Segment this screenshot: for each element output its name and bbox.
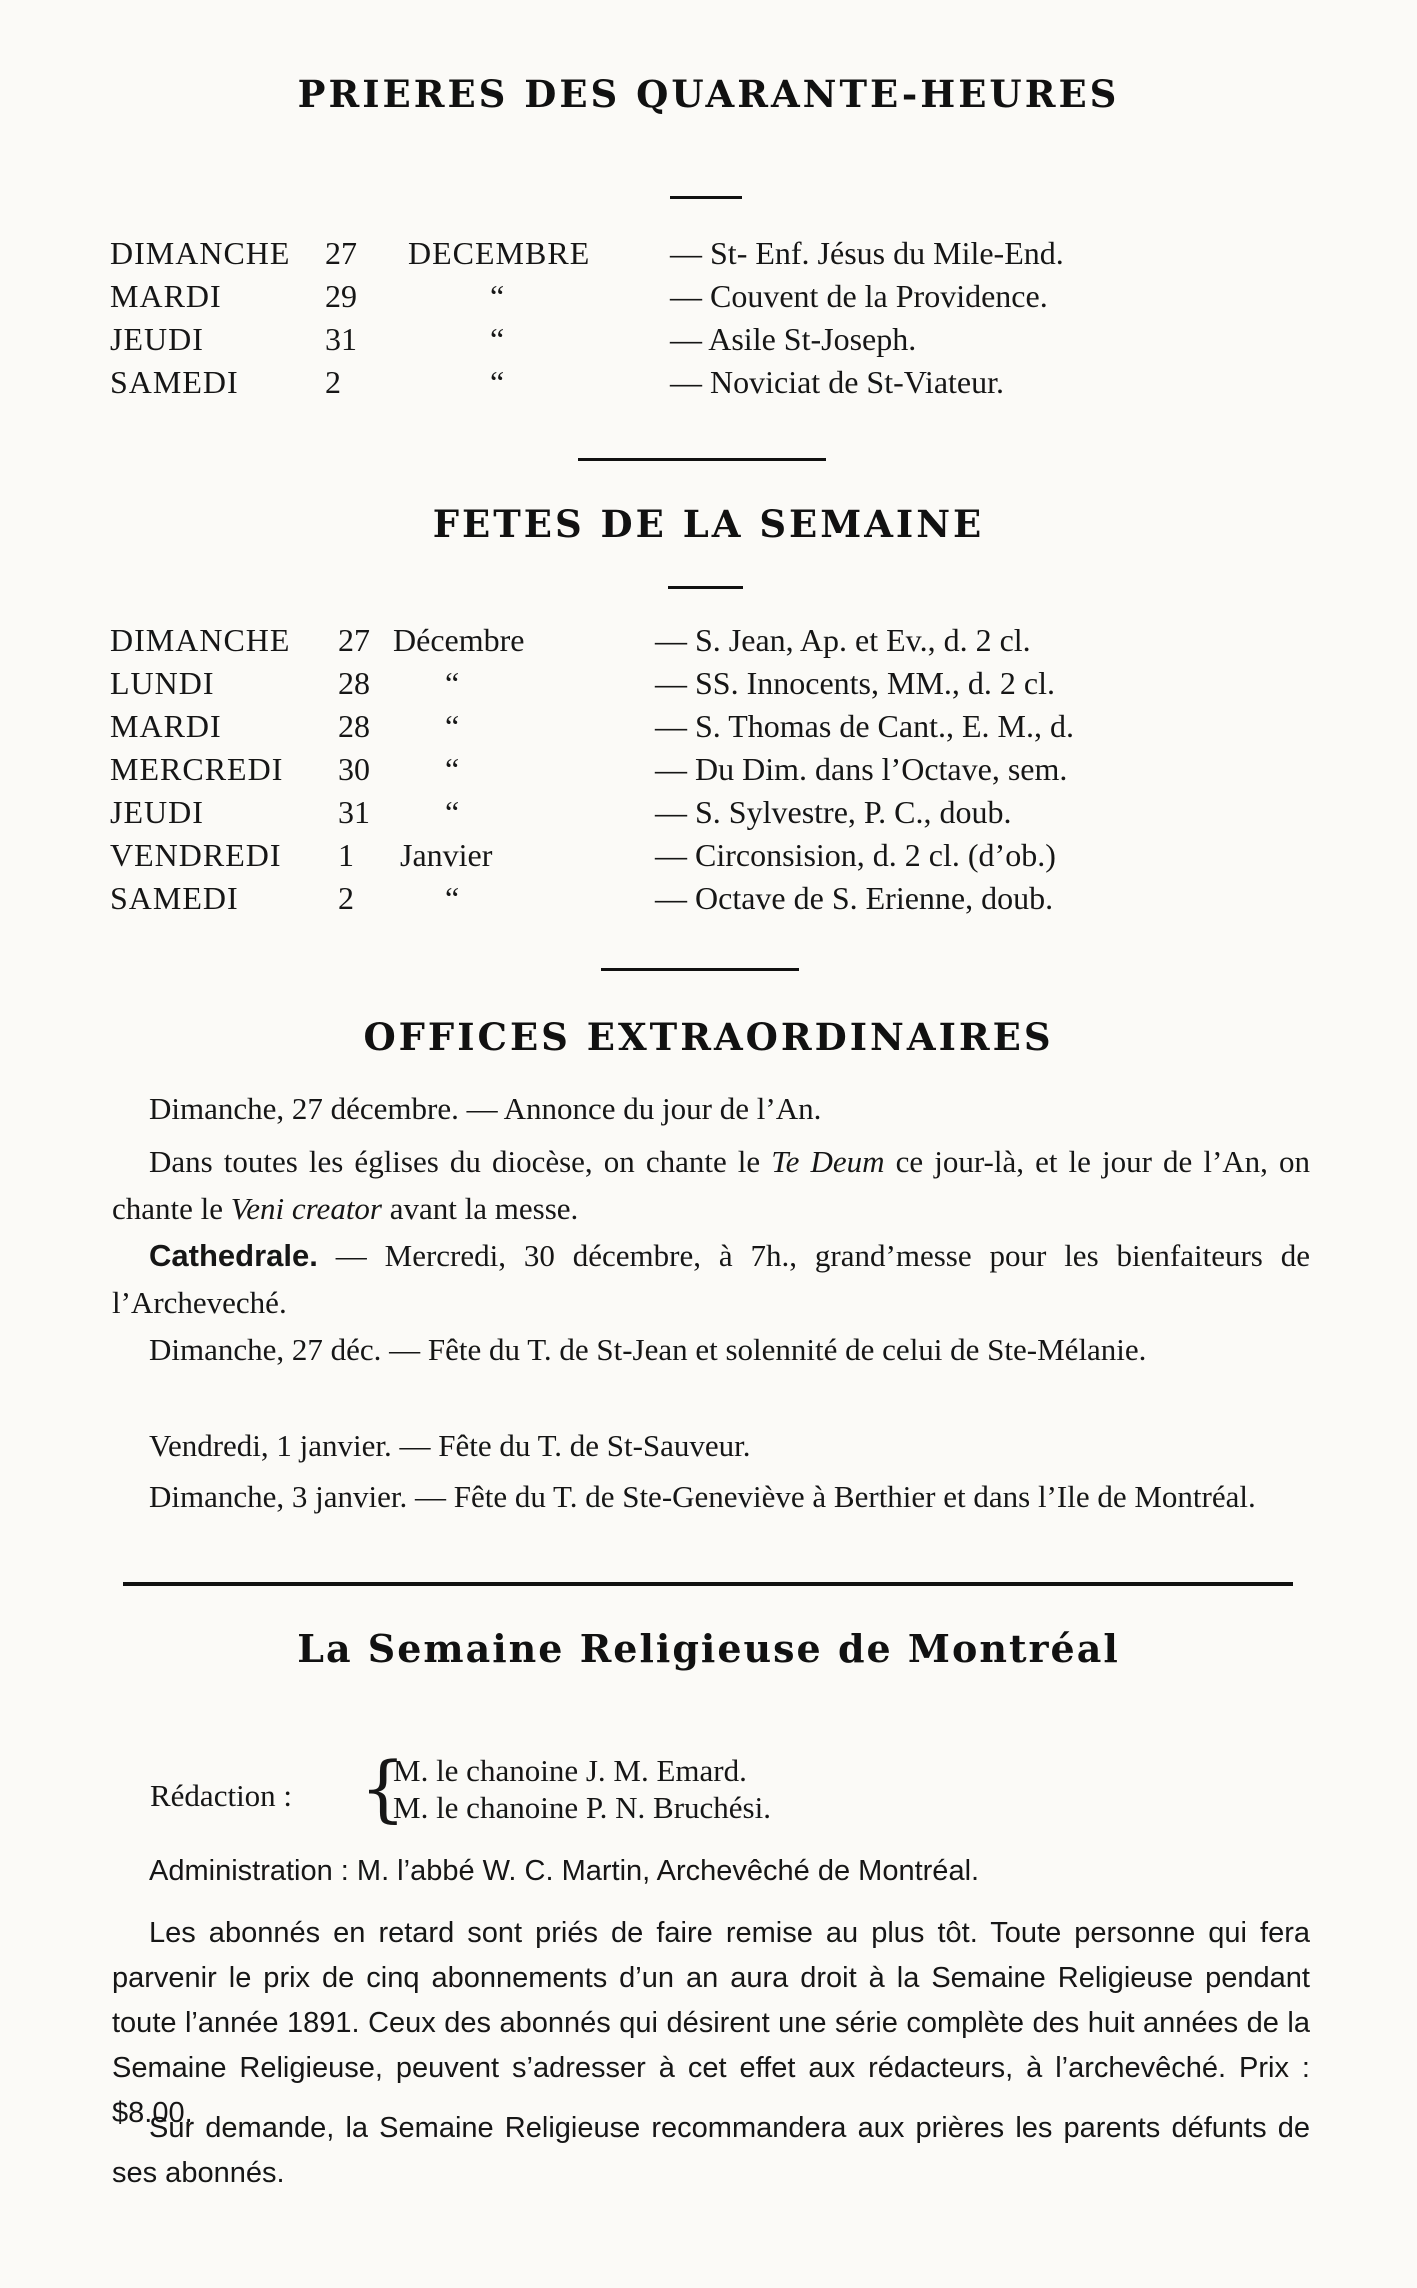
fetes-day: MERCREDI [110, 751, 284, 787]
fetes-feast: — S. Sylvestre, P. C., doub. [655, 794, 1012, 830]
redaction-label: Rédaction : [150, 1778, 293, 1813]
offices-paragraph: Dimanche, 27 décembre. — Annonce du jour de l’An. [149, 1091, 822, 1126]
fetes-day: LUNDI [110, 665, 215, 701]
short-rule [668, 586, 743, 589]
semaine-title: La Semaine Religieuse de Montréal [297, 1626, 1120, 1671]
fetes-row [0, 749, 1417, 789]
prieres-row [0, 233, 1417, 273]
prieres-place: — Couvent de la Providence. [670, 278, 1048, 314]
prieres-place: — St- Enf. Jésus du Mile-End. [670, 235, 1064, 271]
prieres-row [0, 319, 1417, 359]
redacteur: M. le chanoine J. M. Emard. [393, 1753, 747, 1788]
prieres-month: “ [490, 364, 505, 400]
prieres-day: JEUDI [110, 321, 204, 357]
prieres-place: — Noviciat de St-Viateur. [670, 364, 1004, 400]
brace-icon: { [360, 1746, 406, 1830]
prieres-month: “ [490, 321, 505, 357]
prieres-month: DECEMBRE [408, 235, 591, 271]
fetes-row [0, 663, 1417, 703]
fetes-row [0, 706, 1417, 746]
prieres-row [0, 276, 1417, 316]
fetes-feast: — Octave de S. Erienne, doub. [655, 880, 1054, 916]
fetes-day: JEUDI [110, 794, 204, 830]
fetes-num: 27 [338, 622, 370, 658]
fetes-month: “ [445, 665, 460, 701]
offices-paragraph: Dans toutes les églises du diocèse, on chante le Te Deum ce jour-là, et le jour de l’An, on chante le Veni creator avant la messe. [112, 1144, 1310, 1226]
fetes-title: FETES DE LA SEMAINE [432, 502, 985, 546]
fetes-month: Janvier [400, 837, 493, 873]
prieres-num: 27 [325, 235, 357, 271]
fetes-feast: — Circonsision, d. 2 cl. (d’ob.) [655, 837, 1056, 873]
fetes-month: “ [445, 708, 460, 744]
offices-paragraph: Dimanche, 27 déc. — Fête du T. de St-Jean et solennité de celui de Ste-Mélanie. [149, 1332, 1147, 1367]
notice-paragraph: Sur demande, la Semaine Religieuse recommandera aux prières les parents défunts de ses abonnés. [112, 2112, 1310, 2189]
prieres-num: 29 [325, 278, 357, 314]
prieres-day: MARDI [110, 278, 222, 314]
fetes-month: “ [445, 794, 460, 830]
prieres-day: SAMEDI [110, 364, 239, 400]
prieres-row [0, 362, 1417, 402]
prieres-day: DIMANCHE [110, 235, 291, 271]
fetes-feast: — S. Thomas de Cant., E. M., d. [655, 708, 1074, 744]
fetes-feast: — Du Dim. dans l’Octave, sem. [655, 751, 1068, 787]
fetes-num: 31 [338, 794, 370, 830]
cathedrale-text: — Mercredi, 30 décembre, à 7h., grand’messe pour les bienfaiteurs de l’Archeveché. [112, 1238, 1310, 1320]
fetes-day: SAMEDI [110, 880, 239, 916]
prieres-num: 2 [325, 364, 341, 400]
fetes-row [0, 878, 1417, 918]
fetes-row [0, 620, 1417, 660]
fetes-num: 1 [338, 837, 354, 873]
full-rule [123, 1582, 1293, 1586]
notice-paragraph: Les abonnés en retard sont priés de faire remise au plus tôt. Toute personne qui fera parvenir le prix de cinq abonnements d’un an aura droit à la Semaine Religieuse pendant toute l’année 1891. Ceux des abonnés qui désirent une série complète des huit années de la Semaine Religieuse, peuvent s’adresser à cet effet aux rédacteurs, à l’archevêché. Prix : $8.00. [112, 1917, 1310, 2129]
prieres-month: “ [490, 278, 505, 314]
short-rule [670, 196, 742, 199]
prieres-num: 31 [325, 321, 357, 357]
fetes-day: DIMANCHE [110, 622, 291, 658]
fetes-month: “ [445, 880, 460, 916]
fetes-num: 28 [338, 708, 370, 744]
offices-title: OFFICES EXTRAORDINAIRES [363, 1015, 1054, 1059]
prieres-title: PRIERES DES QUARANTE-HEURES [297, 72, 1120, 116]
cathedrale-label: Cathedrale. [149, 1238, 318, 1273]
fetes-feast: — S. Jean, Ap. et Ev., d. 2 cl. [655, 622, 1031, 658]
redacteur: M. le chanoine P. N. Bruchési. [393, 1790, 771, 1825]
section-rule [601, 968, 799, 971]
fetes-feast: — SS. Innocents, MM., d. 2 cl. [655, 665, 1055, 701]
administration-line: Administration : M. l’abbé W. C. Martin, Archevêché de Montréal. [149, 1855, 980, 1887]
fetes-num: 30 [338, 751, 370, 787]
offices-paragraph: Dimanche, 3 janvier. — Fête du T. de Ste-Geneviève à Berthier et dans l’Ile de Montréal. [149, 1479, 1256, 1514]
fetes-month: “ [445, 751, 460, 787]
offices-paragraph [112, 1232, 1310, 1326]
fetes-num: 2 [338, 880, 354, 916]
prieres-place: — Asile St-Joseph. [670, 321, 917, 357]
section-rule [578, 458, 826, 461]
fetes-row [0, 792, 1417, 832]
offices-paragraph: Vendredi, 1 janvier. — Fête du T. de St-Sauveur. [149, 1428, 751, 1463]
fetes-day: VENDREDI [110, 837, 282, 873]
fetes-month: Décembre [393, 622, 525, 658]
fetes-row [0, 835, 1417, 875]
fetes-day: MARDI [110, 708, 222, 744]
fetes-num: 28 [338, 665, 370, 701]
